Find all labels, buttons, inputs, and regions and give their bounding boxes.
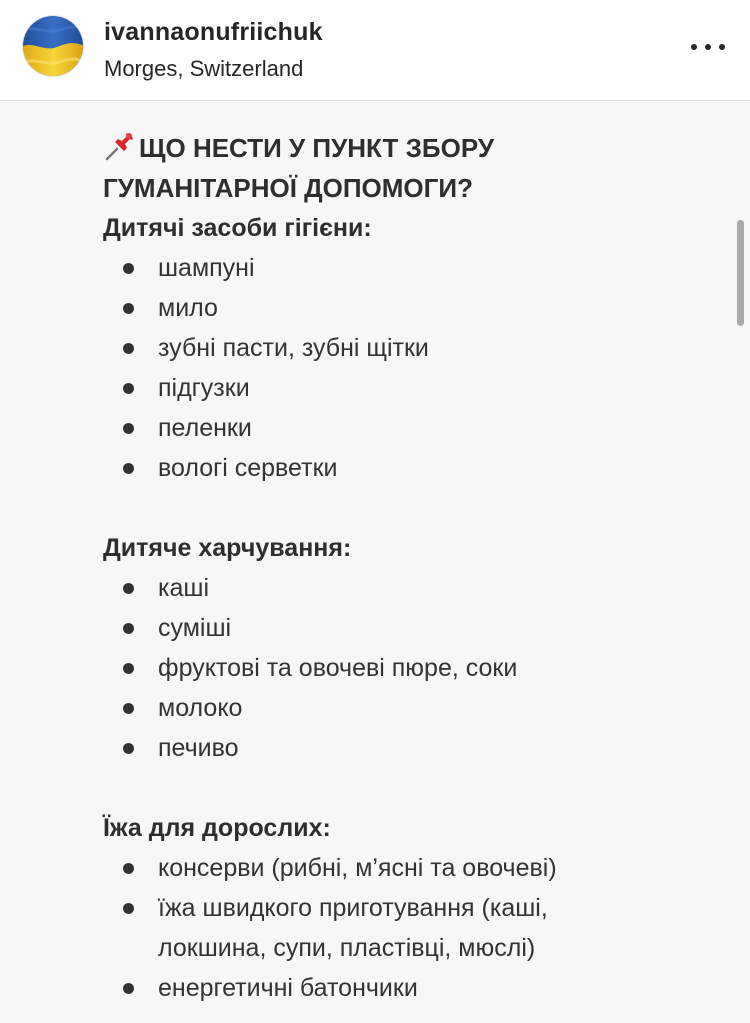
list-item: печиво	[103, 728, 703, 768]
list-item: вологі серветки	[103, 448, 703, 488]
bullet-icon	[123, 743, 134, 754]
bullet-icon	[123, 903, 134, 914]
list-item: фруктові та овочеві пюре, соки	[103, 648, 703, 688]
post-text	[103, 128, 703, 1008]
spacer	[103, 488, 703, 528]
bullet-icon	[123, 463, 134, 474]
post-title-line-2: ГУМАНІТАРНОЇ ДОПОМОГИ?	[103, 173, 473, 203]
bullet-icon	[123, 423, 134, 434]
bullet-icon	[123, 583, 134, 594]
post-header	[0, 0, 750, 101]
location-link[interactable]: Morges, Switzerland	[104, 56, 304, 81]
bullet-icon	[123, 663, 134, 674]
list-item: каші	[103, 568, 703, 608]
list-item: їжа швидкого приготування (каші, локшина, супи, пластівці, мюслі)	[103, 888, 703, 968]
bullet-icon	[123, 863, 134, 874]
bullet-icon	[123, 703, 134, 714]
bullet-icon	[123, 983, 134, 994]
more-horizontal-icon	[691, 44, 697, 50]
avatar[interactable]	[22, 15, 84, 77]
list-item: молоко	[103, 688, 703, 728]
list-adult-food	[103, 848, 703, 1008]
list-item: шампуні	[103, 248, 703, 288]
bullet-icon	[123, 383, 134, 394]
list-item: пеленки	[103, 408, 703, 448]
more-horizontal-icon-dot	[705, 44, 711, 50]
ukraine-flag-avatar-image	[23, 16, 84, 77]
list-item: енергетичні батончики	[103, 968, 703, 1008]
list-item: зубні пасти, зубні щітки	[103, 328, 703, 368]
list-item: підгузки	[103, 368, 703, 408]
more-horizontal-icon-dot	[719, 44, 725, 50]
more-options-button[interactable]	[686, 34, 730, 60]
spacer	[103, 768, 703, 808]
list-item: мило	[103, 288, 703, 328]
section-heading-child-hygiene: Дитячі засоби гігієни:	[103, 214, 372, 242]
list-item: суміші	[103, 608, 703, 648]
post-title	[103, 128, 703, 208]
section-heading-child-food: Дитяче харчування:	[103, 534, 352, 562]
section-heading-adult-food: Їжа для дорослих:	[103, 814, 331, 842]
pushpin-icon	[103, 129, 137, 163]
scrollbar[interactable]	[737, 220, 744, 326]
bullet-icon	[123, 263, 134, 274]
bullet-icon	[123, 623, 134, 634]
list-child-food	[103, 568, 703, 768]
bullet-icon	[123, 303, 134, 314]
username[interactable]: ivannaonufriichuk	[104, 18, 323, 46]
list-child-hygiene	[103, 248, 703, 488]
bullet-icon	[123, 343, 134, 354]
post-title-line-1: ЩО НЕСТИ У ПУНКТ ЗБОРУ	[139, 133, 495, 163]
list-item: консерви (рибні, м’ясні та овочеві)	[103, 848, 703, 888]
